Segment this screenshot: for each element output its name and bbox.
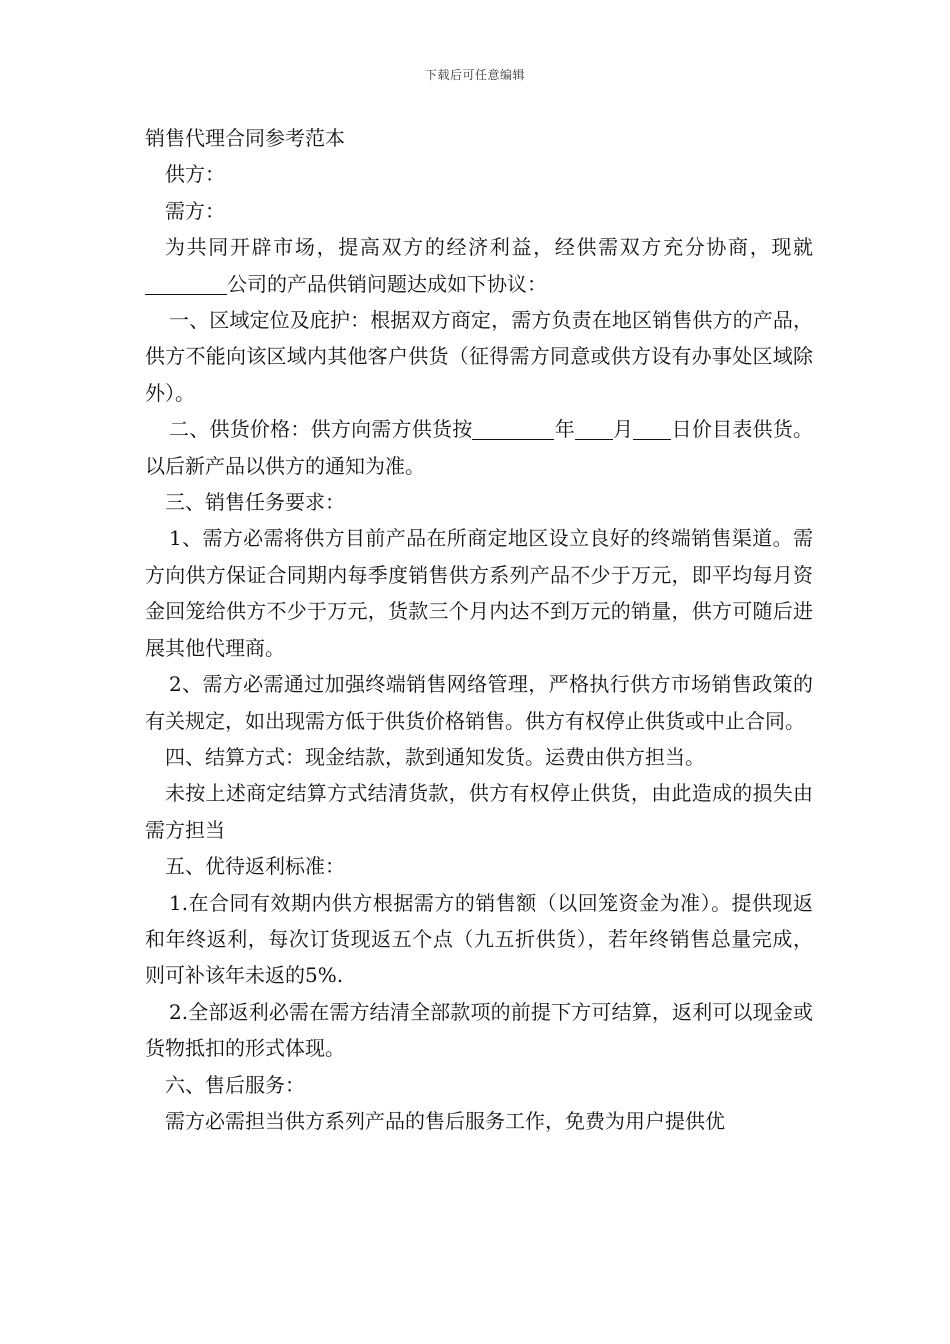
intro-text-b: 公司的产品供销问题达成如下协议： — [227, 271, 547, 296]
section-6-heading: 六、售后服务： — [165, 1072, 305, 1097]
year-label: 年 — [554, 417, 575, 442]
buyer-line: 需方： — [165, 198, 225, 223]
document-title: 销售代理合同参考范本 — [145, 126, 345, 150]
page-header: 下载后可任意编辑 — [424, 68, 525, 82]
intro-paragraph — [145, 229, 813, 302]
intro-text-a: 为共同开辟市场，提高双方的经济利益，经供需双方充分协商，现就 — [165, 235, 813, 260]
section-3-item-2: 2、需方必需通过加强终端销售网络管理，严格执行供方市场销售政策的有关规定，如出现需方低于供货价格销售。供方有权停止供货或中止合同。 — [145, 672, 813, 733]
day-blank — [633, 415, 671, 440]
section-4-note: 未按上述商定结算方式结清货款，供方有权停止供货，由此造成的损失由需方担当 — [145, 781, 813, 842]
section-5-heading: 五、优待返利标准： — [165, 854, 345, 879]
supplier-line: 供方： — [165, 162, 225, 187]
month-blank — [575, 415, 613, 440]
section-1-paragraph: 一、区域定位及庇护：根据双方商定，需方负责在地区销售供方的产品，供方不能向该区域内其他客户供货（征得需方同意或供方设有办事处区域除外）。 — [145, 308, 813, 405]
year-blank — [472, 415, 554, 440]
section-6-item-1: 需方必需担当供方系列产品的售后服务工作，免费为用户提供优 — [165, 1108, 725, 1133]
section-3-item-1: 1、需方必需将供方目前产品在所商定地区设立良好的终端销售渠道。需方向供方保证合同期内每季度销售供方系列产品不少于万元，即平均每月资金回笼给供方不少于万元，货款三个月内达不到万元的销量，供方可随后进展其他代理商。 — [145, 526, 813, 660]
section-4-paragraph: 四、结算方式：现金结款，款到通知发货。运费由供方担当。 — [165, 744, 705, 769]
section-2-text-a: 二、供货价格：供方向需方供货按 — [169, 417, 473, 442]
section-3-heading: 三、销售任务要求： — [165, 490, 345, 515]
section-2-text-b: 日价目表供货。以后新产品以供方的通知为准。 — [145, 417, 814, 478]
section-5-item-1: 1.在合同有效期内供方根据需方的销售额（以回笼资金为准）。提供现返和年终返利，每次订货现返五个点（九五折供货），若年终销售总量完成，则可补该年未返的5%. — [145, 890, 813, 988]
company-name-blank — [145, 270, 227, 295]
contract-body — [145, 120, 813, 1139]
section-2-paragraph — [145, 411, 813, 484]
section-5-item-2: 2.全部返利必需在需方结清全部款项的前提下方可结算，返利可以现金或货物抵扣的形式体现。 — [145, 999, 813, 1061]
month-label: 月 — [612, 417, 634, 442]
